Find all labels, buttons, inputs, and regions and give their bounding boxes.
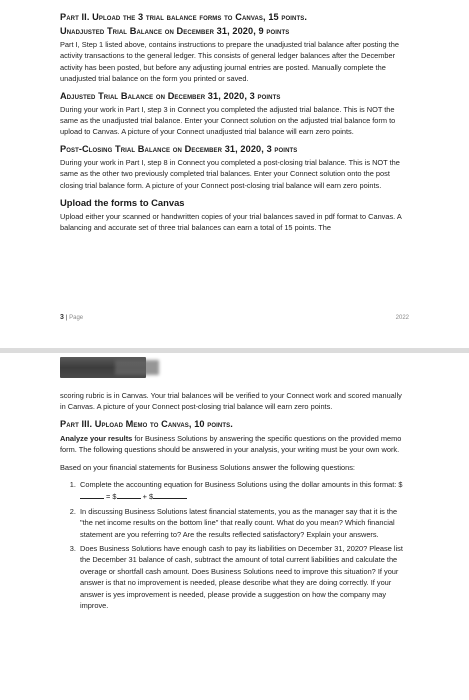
page-footer <box>60 314 409 321</box>
page-number <box>60 314 83 321</box>
question-2: 2. In discussing Business Solutions latest financial statements, you as the manager say that it is the "the net income results on the bottom line" that really count. What do you mean? Which financial statement are you referring to? Are the results reflected satisfactory? Explain your answers. <box>78 506 409 540</box>
adjusted-heading: Adjusted Trial Balance on December 31, 2020, 3 points <box>60 90 281 101</box>
question-1 <box>78 479 409 503</box>
analyze-paragraph <box>60 433 409 456</box>
question-1-plus: + $ <box>140 492 154 502</box>
footer-year: 2022 <box>395 314 409 321</box>
document-page-1 <box>0 0 469 348</box>
blank-assets <box>80 490 104 499</box>
question-list <box>60 479 409 611</box>
analyze-lead: Analyze your results <box>60 433 133 443</box>
unadjusted-paragraph: Part I, Step 1 listed above, contains instructions to prepare the unadjusted trial balance after posting the activity transactions to the general ledger. This consists of general ledger balances after the December activity has been posted, but before any adjusting journal entries are posted. Manually complete the unadjusted trial balance on the form you printed or saved. <box>60 40 399 84</box>
continuation-paragraph: scoring rubric is in Canvas. Your trial balances will be verified to your Connect work and scored manually in Canvas. A picture of your Connect post-closing trial balance will earn zero points. <box>60 391 402 412</box>
blank-liabilities <box>117 490 141 499</box>
upload-heading: Upload the forms to Canvas <box>60 197 185 209</box>
document-page-2 <box>0 353 469 700</box>
part-3-heading: Part III. Upload Memo to Canvas, 10 points. <box>60 418 233 429</box>
page-number-separator: | <box>63 314 70 321</box>
question-1-equals: = $ <box>104 492 117 502</box>
page-word: Page <box>69 315 84 321</box>
question-1-text: Complete the accounting equation for Business Solutions using the dollar amounts in this format: $ <box>80 480 403 490</box>
postclosing-paragraph: During your work in Part I, step 8 in Connect you completed a post-closing trial balance. This is NOT the same as the other two previously completed trial balances. Enter your Connect solution onto the post closing trial balance form. A picture of your Connect post-closing trial balance will earn zero points. <box>60 157 400 190</box>
part-2-heading: Part II. Upload the 3 trial balance forms to Canvas, 15 points. <box>60 12 307 22</box>
based-on-paragraph: Based on your financial statements for Business Solutions answer the following questions: <box>60 462 355 472</box>
blank-equity <box>153 490 187 499</box>
upload-paragraph: Upload either your scanned or handwritten copies of your trial balances saved in pdf format to Canvas. A balancing and accurate set of three trial balances can earn a total of 15 points. The <box>60 212 402 233</box>
postclosing-heading: Post-Closing Trial Balance on December 31, 2020, 3 points <box>60 143 298 154</box>
adjusted-paragraph: During your work in Part I, step 3 in Connect you completed the adjusted trial balance. This is NOT the same as the unadjusted trial balance. Enter your Connect solution on the adjusted trial balance form to upload to Canvas. A picture of your Connect unadjusted trial balance will earn zero points. <box>60 104 396 137</box>
redacted-block <box>60 357 146 378</box>
analyze-rest: for Business Solutions by answering the specific questions on the provided memo form. The following questions should be answered in your analysis, your writing must be your own work. <box>60 433 402 455</box>
unadjusted-heading: Unadjusted Trial Balance on December 31, 2020, 9 points <box>60 26 290 36</box>
page-number-value: 3 <box>60 314 64 321</box>
question-3: 3. Does Business Solutions have enough cash to pay its liabilities on December 31, 2020? Please list the December 31 balance of cash, subtract the amount of total current liabilities and calculate the overage or shortfall cash amount. Does Business Solutions need to improve this situation? If your answer is that no improvement is needed, please describe what they are doing correctly. If your answer is yes improvement is needed, please provide a suggestion on how the company may improve. <box>78 543 409 611</box>
